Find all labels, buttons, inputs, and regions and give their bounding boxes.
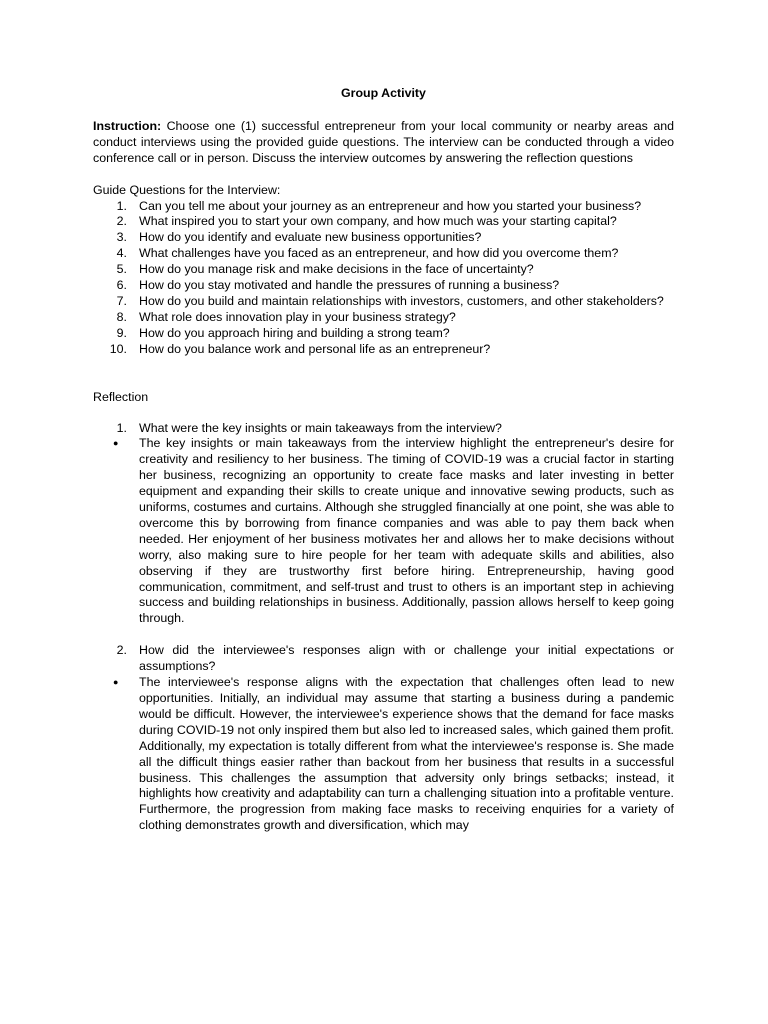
list-number: 4.	[116, 246, 127, 261]
list-number: 2.	[116, 643, 127, 658]
list-number: 2.	[116, 214, 127, 229]
question-text: What challenges have you faced as an entrepreneur, and how did you overcome them?	[139, 246, 619, 261]
list-item	[93, 342, 674, 358]
reflection-question	[116, 643, 674, 675]
list-item	[93, 294, 674, 310]
list-number: 9.	[116, 325, 127, 340]
list-number: 1.	[116, 198, 127, 213]
answer-text: The interviewee's response aligns with the expectation that challenges often lead to new opportunities. Initially, an individual may assume that starting a business during a pandemic would be difficult. However, the interviewee's experience shows that the demand for face masks during COVID-19 not only inspired them but also led to increased sales, which gained them profit. Additionally, my expectation is totally different from what the interviewee's response is. She made all the difficult things easier rather than backout from her business that results in a successful business. This challenges the assumption that adversity only brings setbacks; instead, it highlights how creativity and adaptability can turn a challenging situation into a profitable venture. Furthermore, the progression from making face masks to receiving enquiries for a variety of clothing demonstrates growth and diversification, which may	[139, 675, 674, 833]
list-item	[93, 246, 674, 262]
reflection-heading: Reflection	[93, 389, 149, 404]
page-title: Group Activity	[341, 86, 426, 100]
guide-questions-heading: Guide Questions for the Interview:	[93, 182, 281, 197]
guide-questions-list	[93, 199, 674, 358]
question-text: How do you approach hiring and building a strong team?	[139, 325, 450, 340]
document-page	[93, 86, 674, 834]
list-number: 1.	[116, 420, 127, 435]
list-item	[93, 262, 674, 278]
list-item	[93, 278, 674, 294]
question-text: How do you manage risk and make decisions in the face of uncertainty?	[139, 262, 534, 277]
list-number: 7.	[116, 293, 127, 308]
question-text: What were the key insights or main takeaways from the interview?	[139, 420, 502, 435]
instruction-label: Instruction:	[93, 118, 162, 133]
list-number: 3.	[116, 230, 127, 245]
instruction-paragraph	[93, 119, 674, 167]
answer-text: The key insights or main takeaways from the interview highlight the entrepreneur's desire for creativity and resiliency to her business. The timing of COVID-19 was a crucial factor in starting her business, recognizing an opportunity to create face masks and later investing in better equipment and expanding their skills to create unique and innovative sewing products, such as uniforms, costumes and curtains. Although she struggled financially at one point, she was able to overcome this by borrowing from finance companies and was able to pay them back when needed. Her enjoyment of her business motivates her and allows her to make decisions without worry, also making sure to hire people for her team with adequate skills and abilities, also observing if they are trustworthy first before hiring. Entrepreneurship, having good communication, commitment, and self-trust and trust to others is an important step in achieving success and building relationships in business. Additionally, passion allows herself to keep going through.	[139, 436, 674, 626]
bullet-icon: ●	[113, 438, 119, 449]
list-number: 5.	[116, 262, 127, 277]
question-text: What role does innovation play in your business strategy?	[139, 309, 456, 324]
bullet-icon: ●	[113, 677, 119, 688]
reflection-question	[116, 420, 674, 437]
question-text: How do you balance work and personal life as an entrepreneur?	[139, 341, 491, 356]
reflection-answer	[93, 675, 674, 834]
question-text: How do you build and maintain relationships with investors, customers, and other stakeholders?	[139, 293, 664, 308]
list-number: 8.	[116, 309, 127, 324]
question-text: How do you stay motivated and handle the pressures of running a business?	[139, 278, 560, 293]
question-text: Can you tell me about your journey as an entrepreneur and how you started your business?	[139, 198, 642, 213]
list-item	[93, 230, 674, 246]
list-item	[93, 214, 674, 230]
list-item	[93, 199, 674, 215]
list-number: 6.	[116, 278, 127, 293]
list-item	[93, 310, 674, 326]
instruction-text: Choose one (1) successful entrepreneur from your local community or nearby areas and conduct interviews using the provided guide questions. The interview can be conducted through a video conference call or in person. Discuss the interview outcomes by answering the reflection questions	[93, 118, 674, 165]
reflection-item	[93, 421, 674, 437]
list-number: 10.	[109, 341, 127, 356]
reflection-answer	[93, 436, 674, 627]
reflection-item	[93, 643, 674, 675]
question-text: How did the interviewee's responses align with or challenge your initial expectations or assumptions?	[139, 643, 674, 674]
list-item	[93, 326, 674, 342]
question-text: What inspired you to start your own company, and how much was your starting capital?	[139, 214, 617, 229]
question-text: How do you identify and evaluate new business opportunities?	[139, 230, 482, 245]
